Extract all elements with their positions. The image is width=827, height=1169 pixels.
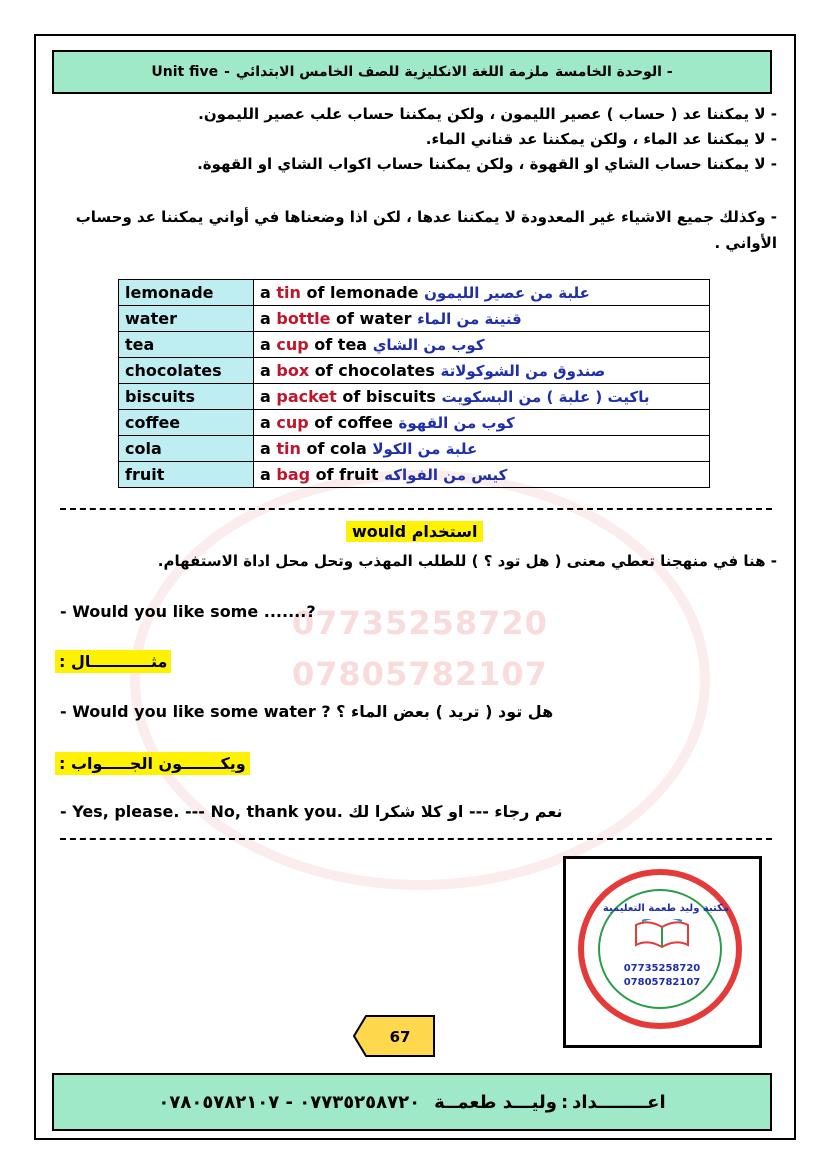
of-phrase: of biscuits	[342, 387, 436, 406]
footer-colon: :	[560, 1091, 569, 1113]
answer-arabic: نعم رجاء --- او كلا شكرا لك	[348, 802, 563, 821]
article: a	[260, 283, 271, 302]
watermark-phone-2: 07805782107	[292, 655, 548, 693]
logo-name: مكتبة وليد طعمة التعليمية	[602, 903, 730, 914]
unit-label: Unit five	[151, 64, 219, 80]
vocab-phrase	[254, 462, 710, 488]
footer-phones: ٠٧٧٣٥٢٥٨٧٢٠ - ٠٧٨٠٥٧٨٢١٠٧	[158, 1091, 421, 1113]
vocab-phrase	[254, 410, 710, 436]
article: a	[260, 361, 271, 380]
container: box	[276, 361, 310, 380]
table-row	[119, 358, 710, 384]
booklet-title: ملزمة اللغة الانكليزية للصف الخامس الابتدائي	[235, 64, 549, 80]
of-phrase: of lemonade	[306, 283, 419, 302]
page-number: 67	[389, 1028, 411, 1046]
vocab-word: tea	[119, 332, 254, 358]
of-phrase: of chocolates	[314, 361, 435, 380]
table-row	[119, 280, 710, 306]
example-line	[60, 702, 553, 721]
of-phrase: of tea	[314, 335, 368, 354]
container: packet	[276, 387, 337, 406]
bullet-item: - لا يمكننا حساب الشاي او القهوة ، ولكن يمكننا حساب اكواب الشاي او القهوة.	[197, 155, 777, 173]
would-heading-en: would	[352, 522, 407, 541]
answer-label: ويكـــــــون الجـــــواب :	[55, 752, 250, 775]
dashed-divider	[60, 838, 772, 840]
arabic-meaning: كيس من الفواكه	[384, 466, 508, 484]
container: cup	[276, 335, 309, 354]
example-label: مثـــــــــــال :	[55, 650, 171, 673]
footer-author: وليـــد طعمــة	[434, 1091, 557, 1113]
logo-phone-1: 07735258720	[623, 963, 701, 974]
vocab-phrase	[254, 280, 710, 306]
bullet-item: - لا يمكننا عد ( حساب ) عصير الليمون ، ولكن يمكننا حساب علب عصير الليمون.	[198, 105, 777, 123]
table-row	[119, 436, 710, 462]
vocab-phrase	[254, 306, 710, 332]
logo-ring	[578, 869, 742, 1029]
article: a	[260, 387, 271, 406]
library-logo	[563, 856, 762, 1048]
page-footer	[52, 1073, 772, 1131]
container: tin	[276, 439, 301, 458]
arabic-meaning: علبة من عصير الليمون	[424, 284, 590, 302]
uncountable-note: - وكذلك جميع الاشياء غير المعدودة لا يمكننا عدها ، لكن اذا وضعناها في أواني يمكننا عد وحساب الأواني .	[75, 208, 777, 252]
arabic-meaning: باكيت ( علبة ) من البسكويت	[441, 388, 650, 406]
logo-phone-2: 07805782107	[623, 977, 701, 988]
arabic-meaning: كوب من الشاي	[372, 336, 485, 354]
page-number-badge	[352, 1014, 436, 1058]
container: cup	[276, 413, 309, 432]
answer-english: - Yes, please. --- No, thank you.	[60, 802, 343, 821]
would-description: - هنا في منهجنا تعطي معنى ( هل تود ؟ ) للطلب المهذب وتحل محل اداة الاستفهام.	[157, 552, 777, 570]
table-row	[119, 384, 710, 410]
table-row	[119, 306, 710, 332]
container: bottle	[276, 309, 331, 328]
article: a	[260, 465, 271, 484]
container: tin	[276, 283, 301, 302]
would-heading-ar: استخدام	[411, 522, 478, 541]
vocab-word: water	[119, 306, 254, 332]
vocab-word: chocolates	[119, 358, 254, 384]
article: a	[260, 309, 271, 328]
table-row	[119, 332, 710, 358]
header-dash: -	[224, 64, 230, 80]
unit-arabic: - الوحدة الخامسة	[554, 64, 673, 80]
of-phrase: of fruit	[315, 465, 379, 484]
would-question-pattern: - Would you like some .......?	[60, 602, 316, 621]
vocab-phrase	[254, 384, 710, 410]
arabic-meaning: كوب من القهوة	[398, 414, 515, 432]
vocab-word: fruit	[119, 462, 254, 488]
vocab-table	[118, 279, 710, 488]
article: a	[260, 413, 271, 432]
article: a	[260, 439, 271, 458]
vocab-phrase	[254, 436, 710, 462]
of-phrase: of cola	[306, 439, 367, 458]
table-row	[119, 410, 710, 436]
bullet-list	[57, 102, 777, 177]
would-heading	[346, 521, 483, 542]
vocab-word: lemonade	[119, 280, 254, 306]
of-phrase: of coffee	[314, 413, 393, 432]
article: a	[260, 335, 271, 354]
vocab-phrase	[254, 332, 710, 358]
dashed-divider	[60, 508, 772, 510]
vocab-word: cola	[119, 436, 254, 462]
footer-label: اعــــــــداد	[572, 1091, 666, 1113]
page-header	[52, 50, 772, 94]
open-book-icon	[634, 919, 690, 949]
arabic-meaning: قنينة من الماء	[417, 310, 522, 328]
arabic-meaning: صندوق من الشوكولاتة	[440, 362, 606, 380]
vocab-phrase	[254, 358, 710, 384]
answer-line	[60, 802, 563, 821]
bullet-item: - لا يمكننا عد الماء ، ولكن يمكننا عد قناني الماء.	[425, 130, 777, 148]
vocab-word: biscuits	[119, 384, 254, 410]
of-phrase: of water	[336, 309, 412, 328]
container: bag	[276, 465, 311, 484]
watermark-phone-1: 07735258720	[292, 604, 548, 642]
example-english: - Would you like some water ?	[60, 702, 331, 721]
vocab-word: coffee	[119, 410, 254, 436]
table-row	[119, 462, 710, 488]
arabic-meaning: علبة من الكولا	[372, 440, 478, 458]
example-arabic: هل تود ( تريد ) بعض الماء ؟	[336, 702, 554, 721]
